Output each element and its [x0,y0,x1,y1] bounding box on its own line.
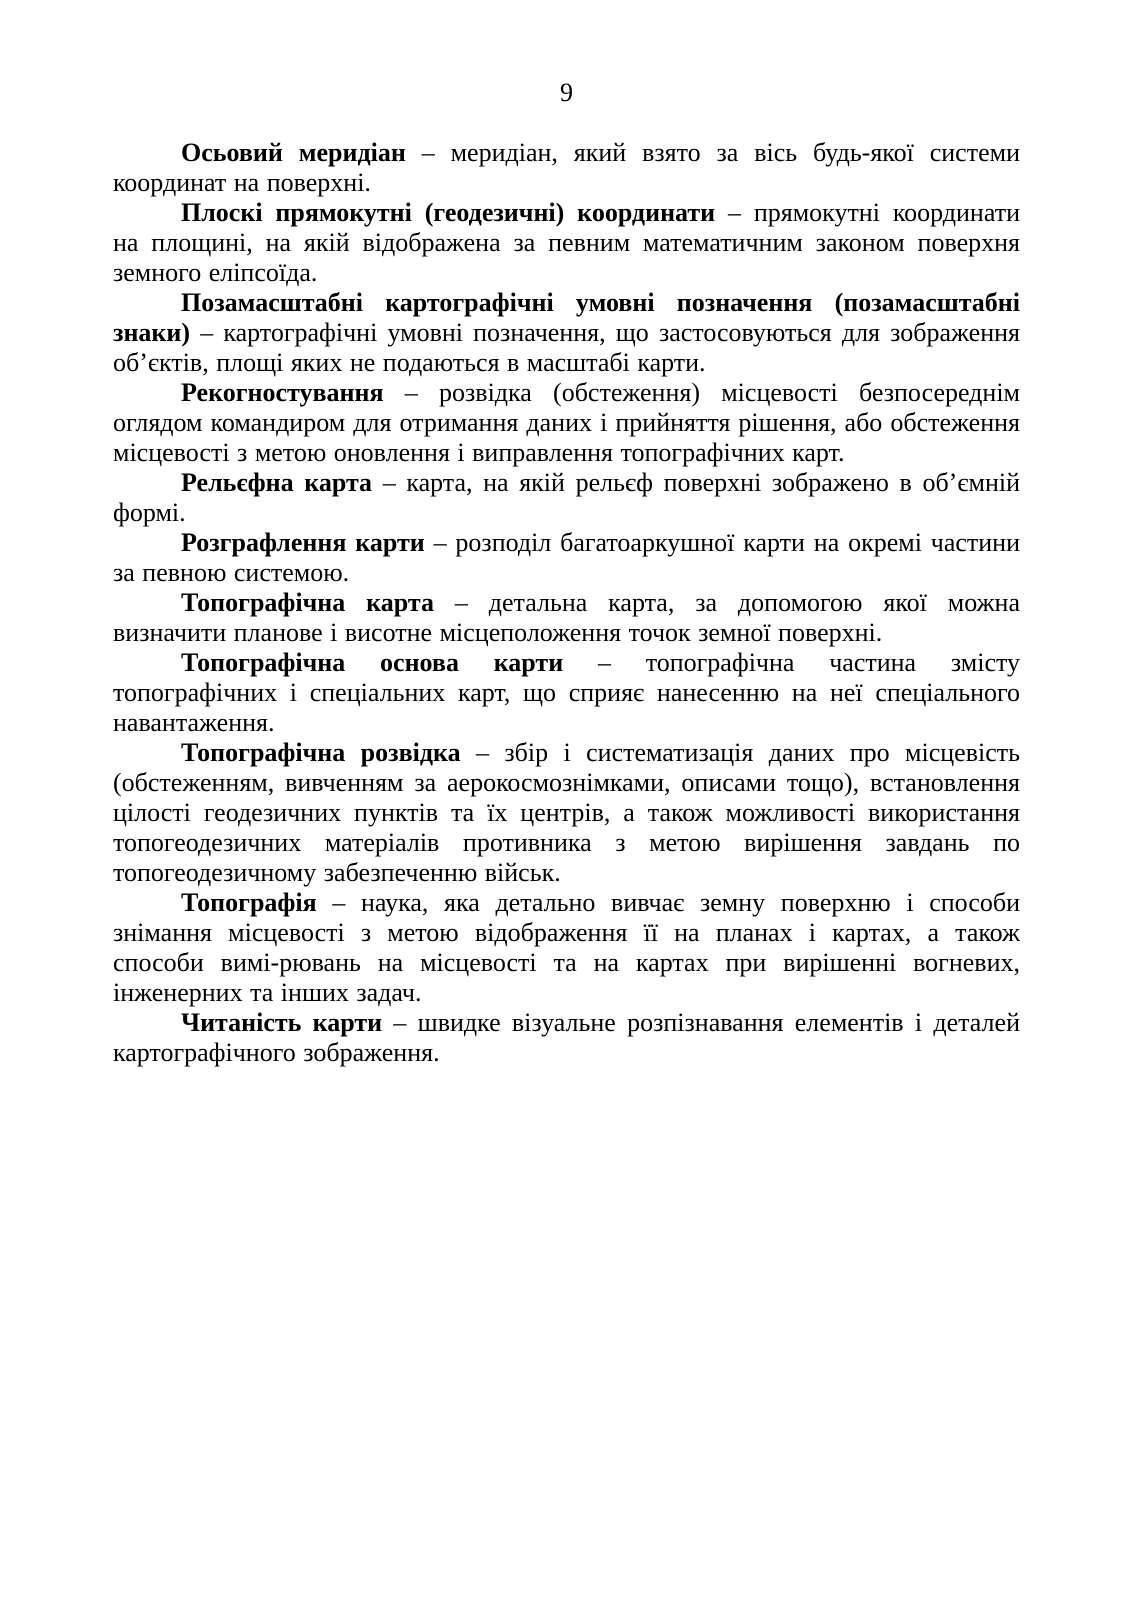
definition-text: – швидке візуальне розпізнавання елементів і деталей картографічного зображення. [113,1008,1020,1067]
definition-text: – топографічна частина змісту топографічних і спеціальних карт, що сприяє нанесенню на неї спеціального навантаження. [113,648,1021,737]
definition-text: – розподіл багатоаркушної карти на окремі частини за певною системою. [113,528,1021,587]
definition-text: – меридіан, який взято за вісь будь-якої системи координат на поверхні. [113,138,1020,197]
definition-text: – розвідка (обстеження) місцевості безпосереднім оглядом командиром для отримання даних і прийняття рішення, або обстеження місцевості з метою оновлення і виправлення топографічних карт. [113,378,1020,467]
page-number: 9 [560,78,573,107]
glossary-entry [113,288,1020,378]
glossary-entry [113,528,1020,588]
term-text: Плоскі прямокутні (геодезичні) координати [181,198,716,227]
definition-text: – детальна карта, за допомогою якої можна визначити планове і висотне місцеположення точок земної поверхні. [113,588,1020,647]
glossary-entry [113,588,1020,648]
glossary-entry [113,1008,1020,1068]
definition-text: – збір і систематизація даних про місцевість (обстеженням, вивченням за аерокосмознімками, описами тощо), встановлення цілості геодезичних пунктів та їх центрів, а також можливості використання топогеодезичних матеріалів противника з метою вирішення завдань по топогеодезичному забезпеченню військ. [113,738,1020,887]
definition-text: – наука, яка детально вивчає земну поверхню і способи знімання місцевості з метою відображення її на планах і картах, а також способи вимі-рювань на місцевості та на картах при вирішенні вогневих, інженерних та інших задач. [113,888,1020,1007]
glossary-entry [113,138,1020,198]
glossary-entry [113,468,1020,528]
term-text: Позамасштабні картографічні умовні позначення (позамасштабні знаки) [113,288,1020,347]
term-text: Розграфлення карти [181,528,425,557]
definition-text: – карта, на якій рельєф поверхні зображено в об’ємній формі. [113,468,1020,527]
glossary-entry [113,738,1020,888]
glossary-entry [113,198,1020,288]
term-text: Рекогностування [181,378,384,407]
definition-text: – прямокутні координати на площині, на якій відображена за певним математичним законом поверхня земного еліпсоїда. [113,198,1020,287]
glossary-entry [113,378,1020,468]
term-text: Топографічна карта [181,588,434,617]
term-text: Осьовий меридіан [181,138,406,167]
glossary-entry [113,888,1020,1008]
term-text: Топографічна основа карти [181,648,564,677]
term-text: Топографія [181,888,317,917]
glossary-content [113,138,1020,1068]
term-text: Топографічна розвідка [181,738,461,767]
term-text: Рельєфна карта [181,468,373,497]
term-text: Читаність карти [181,1008,383,1037]
definition-text: – картографічні умовні позначення, що застосовуються для зображення об’єктів, площі яких не подаються в масштабі карти. [113,318,1020,377]
glossary-entry [113,648,1020,738]
